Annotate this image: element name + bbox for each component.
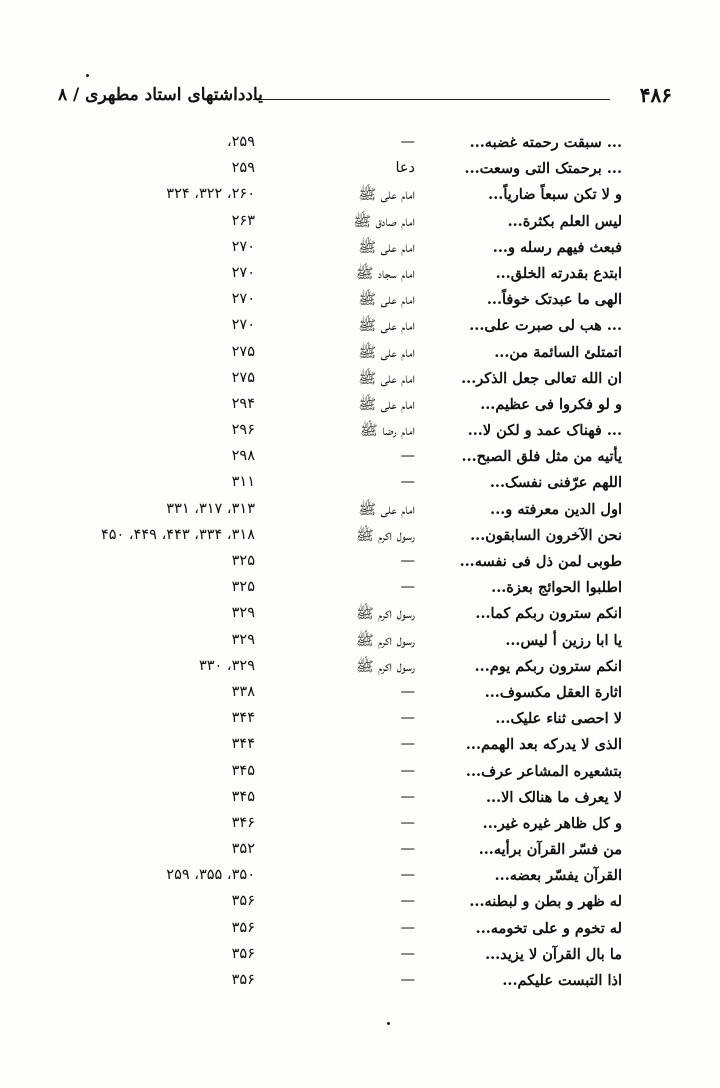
entry-source: — (400, 788, 415, 805)
entry-pages: ۳۲۵ (231, 579, 255, 596)
entry-pages: ۲۹۶ (231, 422, 255, 439)
index-entry (0, 864, 720, 890)
index-entry (0, 471, 720, 497)
index-entry (0, 917, 720, 943)
entry-pages: ۳۱۱ (231, 474, 255, 491)
entry-source: امام علی ﷺ (358, 396, 415, 413)
book-title: یادداشتهای استاد مطهری / ۸ (58, 85, 263, 105)
entry-pages: ۲۷۵ (231, 369, 255, 386)
index-entry (0, 236, 720, 262)
index-entry (0, 524, 720, 550)
print-speck (387, 1022, 390, 1025)
entry-source: امام علی ﷺ (358, 501, 415, 518)
index-entry (0, 393, 720, 419)
entry-source: امام علی ﷺ (358, 239, 415, 256)
entry-pages: ۳۱۸، ۳۳۴، ۴۴۳، ۴۴۹، ۴۵۰ (100, 526, 255, 543)
entry-phrase: له ظهر و بطن و لبطنه... (469, 893, 622, 911)
entry-phrase: الهی ما عبدتک خوفاً... (486, 291, 622, 309)
entry-phrase: ان الله تعالی جعل الذکر... (461, 369, 622, 387)
index-entry (0, 760, 720, 786)
entry-phrase: انکم سترون ربکم یوم... (474, 657, 622, 675)
index-entry (0, 969, 720, 995)
index-entry (0, 733, 720, 759)
index-entry (0, 629, 720, 655)
entry-phrase: اطلبوا الحوائج بعزة... (491, 579, 622, 597)
index-entry (0, 786, 720, 812)
entry-source: — (400, 919, 415, 936)
entry-pages: ۲۷۰ (231, 264, 255, 281)
entry-phrase: و کل ظاهر غیره غیر... (482, 814, 622, 832)
entry-phrase: لا احصی ثناء علیک... (495, 710, 622, 728)
running-header (58, 83, 672, 113)
entry-source: — (400, 972, 415, 988)
entry-phrase: اثارة العقل مکسوف... (484, 683, 622, 701)
entry-phrase: یا ابا رزین أ لیس... (505, 631, 622, 649)
index-entry (0, 890, 720, 916)
entry-source: — (400, 683, 415, 700)
entry-source: امام علی ﷺ (358, 370, 415, 387)
index-entry (0, 131, 720, 157)
index-entry (0, 498, 720, 524)
entry-phrase: ... هب لی صبرت علی... (469, 317, 622, 335)
entry-phrase: و لو فکروا فی عظیم... (480, 395, 622, 413)
entry-source: دعا (395, 160, 415, 177)
entry-pages: ۳۴۴ (231, 736, 255, 753)
entry-pages: ۳۲۵ (231, 553, 255, 569)
index-entry (0, 655, 720, 681)
entry-source: — (400, 814, 415, 831)
entry-pages: ۳۲۹ (231, 605, 255, 622)
index-entry (0, 943, 720, 969)
index-entry (0, 157, 720, 183)
index-entry (0, 183, 720, 209)
entry-phrase: اتمتلئ السائمة من... (494, 343, 622, 361)
entry-source: امام سجاد ﷺ (355, 265, 415, 282)
entry-phrase: لیس العلم بکثرة... (507, 212, 622, 230)
entry-pages: ۲۵۹ (231, 160, 255, 177)
entry-phrase: یأتیه من مثل فلق الصبح... (461, 448, 622, 466)
entry-pages: ۲۷۰ (231, 317, 255, 334)
entry-pages: ۲۷۰ (231, 238, 255, 255)
entry-pages: ۳۴۴ (231, 710, 255, 727)
entry-source: رسول اکرم ﷺ (356, 606, 415, 623)
index-entry (0, 707, 720, 733)
print-speck (86, 74, 89, 77)
entry-source: — (400, 867, 415, 884)
entry-pages: ۳۴۶ (231, 814, 255, 831)
page-number: ۴۸۶ (639, 83, 672, 107)
index-entry (0, 681, 720, 707)
header-rule (253, 99, 610, 100)
entry-source: امام علی ﷺ (358, 187, 415, 204)
entry-pages: ۳۵۶ (231, 919, 255, 936)
index-entry (0, 838, 720, 864)
entry-source: امام صادق ﷺ (353, 213, 415, 230)
entry-source: — (400, 762, 415, 779)
entry-pages: ۳۵۲ (231, 841, 255, 858)
index-entry (0, 576, 720, 602)
index-entry (0, 550, 720, 576)
entry-pages: ۲۷۰ (231, 291, 255, 308)
entry-pages: ۲۷۵ (231, 343, 255, 360)
entry-pages: ۳۴۵ (231, 788, 255, 805)
entry-source: — (400, 553, 415, 569)
entry-source: امام علی ﷺ (358, 344, 415, 361)
index-entry (0, 210, 720, 236)
entry-source: — (400, 841, 415, 858)
entry-source: امام علی ﷺ (358, 292, 415, 309)
entry-pages: ۳۵۰، ۳۵۵، ۲۵۹ (166, 867, 255, 884)
index-entry (0, 341, 720, 367)
entry-source: — (400, 134, 415, 150)
index-entry (0, 262, 720, 288)
entry-source: رسول اکرم ﷺ (356, 658, 415, 675)
entry-phrase: و لا تکن سبعاً ضاریاً... (488, 186, 622, 204)
entry-phrase: له تخوم و علی تخومه... (475, 919, 622, 937)
entry-pages: ۳۱۳، ۳۱۷، ۳۳۱ (166, 500, 255, 517)
entry-source: — (400, 579, 415, 596)
entry-phrase: انکم سترون ربکم کما... (475, 605, 622, 623)
index-entry (0, 602, 720, 628)
entry-source: امام رضا ﷺ (360, 423, 415, 440)
index-table (0, 131, 720, 995)
index-entry (0, 445, 720, 471)
entry-pages: ۳۵۶ (231, 972, 255, 988)
entry-pages: ۲۶۰، ۳۲۲، ۳۲۴ (166, 186, 255, 203)
entry-source: — (400, 448, 415, 465)
entry-phrase: من فسّر القرآن برأیه... (478, 841, 622, 859)
entry-pages: ۲۵۹، (226, 134, 255, 150)
entry-source: — (400, 736, 415, 753)
entry-phrase: طوبی لمن ذل فی نفسه... (459, 553, 622, 570)
entry-phrase: ... فهناک عمد و لکن لا... (467, 422, 622, 440)
entry-source: امام علی ﷺ (358, 318, 415, 335)
entry-phrase: لا یعرف ما هنالک الا... (486, 788, 622, 806)
entry-source: — (400, 474, 415, 491)
entry-phrase: ما بال القرآن لا یزید... (485, 945, 622, 963)
index-entry (0, 812, 720, 838)
entry-source: — (400, 893, 415, 910)
entry-phrase: الذی لا یدرکه بعد الهمم... (465, 736, 622, 754)
entry-pages: ۲۶۳ (231, 212, 255, 229)
index-entry (0, 367, 720, 393)
entry-pages: ۲۹۸ (231, 448, 255, 465)
entry-pages: ۳۴۵ (231, 762, 255, 779)
entry-pages: ۲۹۴ (231, 395, 255, 412)
index-entry (0, 288, 720, 314)
entry-pages: ۳۳۸ (231, 683, 255, 700)
entry-pages: ۳۵۶ (231, 945, 255, 962)
entry-source: — (400, 945, 415, 962)
entry-pages: ۳۲۹، ۳۳۰ (198, 657, 255, 674)
index-entry (0, 314, 720, 340)
entry-phrase: ابتدع بقدرته الخلق... (495, 264, 622, 282)
entry-phrase: اذا التبست علیکم... (502, 972, 622, 989)
entry-pages: ۳۵۶ (231, 893, 255, 910)
entry-phrase: اللهم عرّفنی نفسک... (489, 474, 622, 492)
entry-phrase: القرآن یفسّر بعضه... (494, 867, 622, 885)
entry-phrase: بتشعیره المشاعر عرف... (465, 762, 622, 780)
entry-source: — (400, 710, 415, 727)
entry-phrase: ... برحمتک التی وسعت... (464, 160, 622, 178)
entry-source: رسول اکرم ﷺ (356, 632, 415, 649)
entry-source: رسول اکرم ﷺ (356, 527, 415, 544)
entry-phrase: نحن الآخرون السابقون... (470, 526, 622, 544)
entry-phrase: ... سبقت رحمته غضبه... (469, 134, 622, 151)
entry-phrase: فبعث فیهم رسله و... (492, 238, 622, 256)
entry-pages: ۳۲۹ (231, 631, 255, 648)
entry-phrase: اول الدین معرفته و... (490, 500, 622, 518)
index-entry (0, 419, 720, 445)
